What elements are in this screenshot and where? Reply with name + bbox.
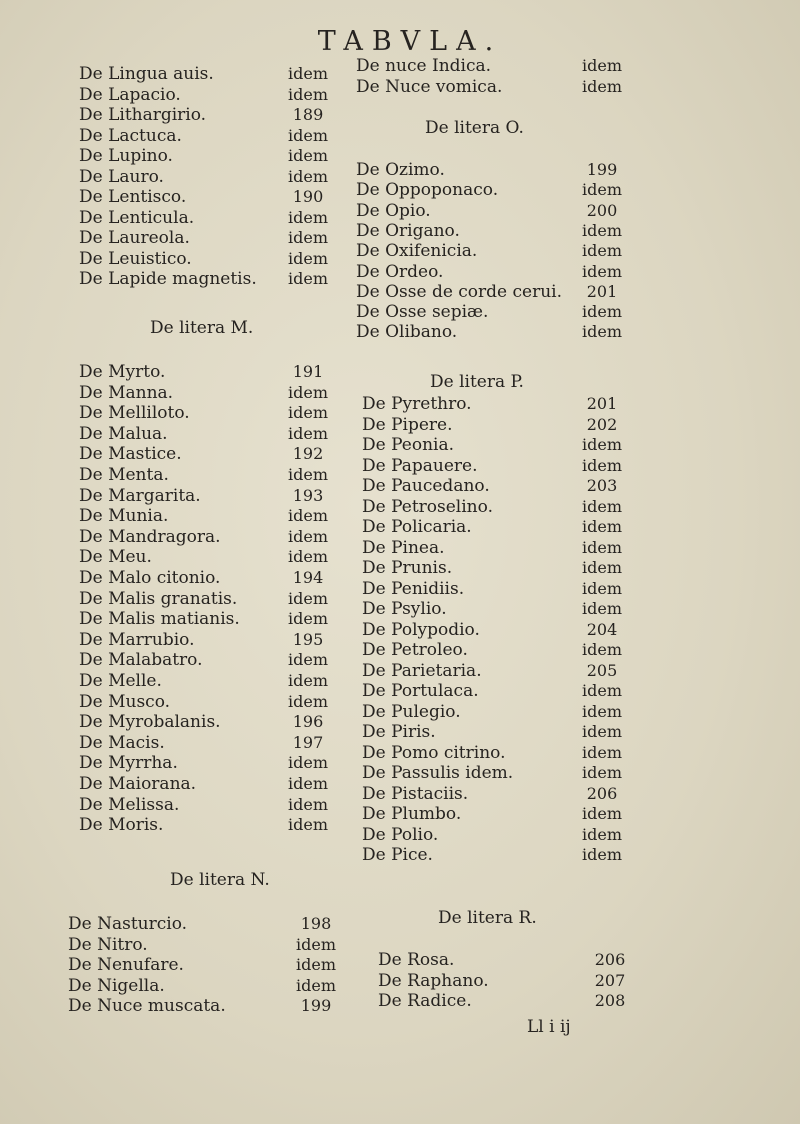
index-entry-name: De Penidiis. [362, 578, 465, 599]
index-entry-page: 203 [586, 476, 618, 495]
section-heading-p: De litera P. [430, 372, 524, 392]
index-entry-name: De Oxifenicia. [356, 241, 478, 262]
index-entry-name: De Lauro. [79, 166, 164, 187]
index-entry-page: idem [582, 742, 622, 762]
index-entry-page: 201 [586, 394, 618, 413]
index-entry-name: De Lapacio. [79, 84, 181, 105]
index-entry-page: 189 [292, 105, 324, 124]
index-entry-page: idem [288, 228, 328, 247]
index-entry-page: idem [582, 517, 622, 536]
index-entry-name: De Nigella. [68, 975, 165, 996]
index-entry-name: De Peonia. [362, 435, 454, 455]
index-entry-page: 194 [292, 568, 324, 587]
index-entry-name: De Malabatro. [79, 650, 203, 671]
index-entry-name: De nuce Indica. [356, 56, 492, 76]
index-entry-name: De Nitro. [68, 934, 148, 955]
index-entry-page: idem [288, 774, 328, 793]
index-entry-page: 208 [594, 991, 626, 1011]
index-entry-page: idem [582, 558, 622, 577]
index-entry-page: idem [288, 691, 328, 711]
index-entry-page: idem [288, 382, 328, 402]
index-entry-page: idem [582, 845, 622, 864]
index-entry-page: idem [288, 248, 328, 268]
index-entry-page: idem [582, 824, 622, 844]
index-entry-name: De Meu. [79, 547, 152, 568]
index-entry-name: De Lactuca. [79, 125, 182, 146]
index-entry-name: De Myrto. [79, 362, 166, 382]
index-entry-name: De Petroselino. [362, 496, 493, 517]
index-entry-page: idem [582, 537, 622, 557]
index-entry-page: idem [288, 146, 328, 165]
index-entry-name: De Lapide magnetis. [79, 269, 257, 289]
index-entry-page: idem [288, 506, 328, 526]
index-entry-page: idem [582, 640, 622, 659]
index-entry-name: De Pice. [362, 845, 433, 865]
index-entry-page: idem [582, 56, 622, 75]
index-entry-name: De Moris. [79, 815, 164, 836]
index-entry-name: De Menta. [79, 465, 169, 485]
index-entry-name: De Malis matianis. [79, 609, 240, 630]
index-entry-page: idem [582, 701, 622, 721]
index-entry-page: idem [288, 207, 328, 227]
section-heading-n: De litera N. [170, 870, 270, 890]
index-entry-page: idem [582, 804, 622, 823]
index-entry-page: 199 [586, 160, 618, 179]
index-entry-page: idem [288, 815, 328, 835]
index-entry-name: De Lupino. [79, 146, 173, 166]
index-entry-name: De Laureola. [79, 228, 190, 248]
index-entry-page: idem [288, 403, 328, 423]
index-entry-name: De Parietaria. [362, 660, 482, 681]
section-heading-r: De litera R. [438, 908, 537, 928]
index-entry-page: idem [288, 650, 328, 670]
index-entry-page: idem [582, 220, 622, 240]
index-entry-page: idem [288, 753, 328, 773]
index-entry-name: De Osse de corde cerui. [356, 281, 563, 302]
index-entry-page: idem [582, 261, 622, 281]
index-entry-name: De Oppoponaco. [356, 180, 499, 201]
index-entry-page: 196 [292, 712, 324, 732]
index-entry-name: De Nuce vomica. [356, 76, 503, 97]
index-entry-name: De Pomo citrino. [362, 742, 506, 763]
index-entry-page: 197 [292, 732, 324, 752]
index-entry-page: idem [288, 166, 328, 186]
index-entry-page: idem [288, 423, 328, 443]
index-entry-page: idem [582, 302, 622, 322]
index-entry-page: idem [582, 578, 622, 598]
index-entry-name: De Pistaciis. [362, 783, 469, 804]
index-entry-page: idem [288, 125, 328, 145]
index-entry-name: De Musco. [79, 691, 171, 712]
index-entry-page: idem [288, 64, 328, 83]
index-entry-name: De Myrrha. [79, 753, 178, 774]
index-entry-name: De Melliloto. [79, 403, 190, 424]
index-entry-name: De Policaria. [362, 517, 472, 537]
index-entry-name: De Osse sepiæ. [356, 302, 489, 323]
index-entry-page: 193 [292, 485, 324, 505]
index-entry-name: De Malo citonio. [79, 568, 221, 588]
index-entry-name: De Mandragora. [79, 526, 221, 547]
index-entry-page: 195 [292, 629, 324, 649]
index-entry-page: 204 [586, 619, 618, 639]
index-entry-name: De Opio. [356, 200, 431, 221]
index-entry-page: 201 [586, 281, 618, 301]
index-entry-page: idem [288, 526, 328, 546]
index-entry-name: De Marrubio. [79, 629, 195, 650]
index-entry-name: De Rosa. [378, 950, 455, 970]
index-entry-name: De Pulegio. [362, 701, 461, 722]
index-entry-page: 192 [292, 444, 324, 464]
index-entry-name: De Psylio. [362, 599, 447, 619]
index-entry-name: De Myrobalanis. [79, 712, 221, 733]
index-entry-page: 207 [594, 970, 626, 990]
index-entry-page: 199 [300, 996, 332, 1016]
index-entry-name: De Piris. [362, 722, 436, 742]
index-entry-page: idem [288, 588, 328, 608]
section-heading-m: De litera M. [150, 318, 254, 338]
index-entry-name: De Lithargirio. [79, 105, 207, 125]
index-entry-page: idem [582, 241, 622, 261]
index-entry-page: 191 [292, 362, 324, 381]
index-entry-page: idem [582, 599, 622, 618]
index-entry-name: De Pipere. [362, 414, 453, 435]
index-entry-name: De Petroleo. [362, 640, 468, 660]
index-entry-name: De Lingua auis. [79, 64, 214, 84]
index-entry-name: De Olibano. [356, 322, 458, 343]
index-entry-name: De Margarita. [79, 485, 201, 506]
index-entry-name: De Radice. [378, 991, 472, 1012]
index-entry-name: De Pyrethro. [362, 394, 472, 414]
index-entry-name: De Pinea. [362, 537, 445, 558]
index-entry-page: idem [582, 722, 622, 741]
index-entry-page: idem [582, 322, 622, 342]
index-entry-name: De Munia. [79, 506, 169, 527]
page-header: TABVLA. [317, 26, 503, 57]
index-entry-name: De Papauere. [362, 455, 478, 476]
index-entry-page: 202 [586, 414, 618, 434]
index-entry-page: idem [288, 465, 328, 484]
index-entry-page: idem [296, 975, 336, 995]
index-entry-name: De Lenticula. [79, 207, 195, 228]
index-entry-page: 205 [586, 660, 618, 680]
index-entry-name: De Macis. [79, 732, 165, 753]
index-entry-name: De Nenufare. [68, 955, 184, 976]
index-entry-page: idem [582, 763, 622, 782]
index-entry-name: De Manna. [79, 382, 174, 403]
index-entry-page: 206 [586, 783, 618, 803]
index-entry-page: idem [582, 180, 622, 200]
index-entry-name: De Passulis idem. [362, 763, 514, 783]
index-entry-page: idem [582, 455, 622, 475]
index-entry-name: De Origano. [356, 220, 460, 241]
index-entry-name: De Leuistico. [79, 248, 192, 269]
index-entry-name: De Lentisco. [79, 187, 187, 207]
index-entry-page: idem [288, 671, 328, 690]
index-entry-name: De Ozimo. [356, 160, 445, 180]
index-entry-page: idem [288, 269, 328, 288]
index-entry-name: De Melle. [79, 671, 162, 691]
index-entry-name: De Nuce muscata. [68, 996, 226, 1017]
index-entry-page: 206 [594, 950, 626, 969]
index-entry-page: idem [296, 934, 336, 954]
index-entry-name: De Mastice. [79, 444, 182, 465]
signature-mark: Ll i ij [527, 1017, 571, 1037]
index-entry-page: idem [288, 609, 328, 629]
index-entry-name: De Nasturcio. [68, 914, 188, 934]
index-entry-page: idem [582, 681, 622, 700]
index-entry-page: idem [288, 794, 328, 814]
index-entry-name: De Raphano. [378, 970, 489, 991]
index-entry-page: idem [288, 84, 328, 104]
index-entry-page: idem [296, 955, 336, 975]
index-entry-name: De Ordeo. [356, 261, 444, 282]
index-entry-name: De Plumbo. [362, 804, 462, 824]
section-heading-o: De litera O. [425, 118, 524, 138]
index-entry-page: idem [288, 547, 328, 567]
index-entry-name: De Malua. [79, 423, 168, 444]
index-entry-page: idem [582, 76, 622, 96]
index-entry-name: De Prunis. [362, 558, 453, 578]
index-entry-page: 198 [300, 914, 332, 933]
index-entry-page: 200 [586, 200, 618, 220]
index-entry-page: 190 [292, 187, 324, 206]
index-entry-name: De Paucedano. [362, 476, 490, 496]
index-entry-name: De Maiorana. [79, 774, 197, 794]
index-entry-name: De Melissa. [79, 794, 180, 815]
index-entry-page: idem [582, 496, 622, 516]
index-entry-name: De Polypodio. [362, 619, 480, 640]
index-entry-page: idem [582, 435, 622, 454]
index-entry-name: De Polio. [362, 824, 439, 845]
index-entry-name: De Malis granatis. [79, 588, 238, 609]
index-entry-name: De Portulaca. [362, 681, 479, 701]
